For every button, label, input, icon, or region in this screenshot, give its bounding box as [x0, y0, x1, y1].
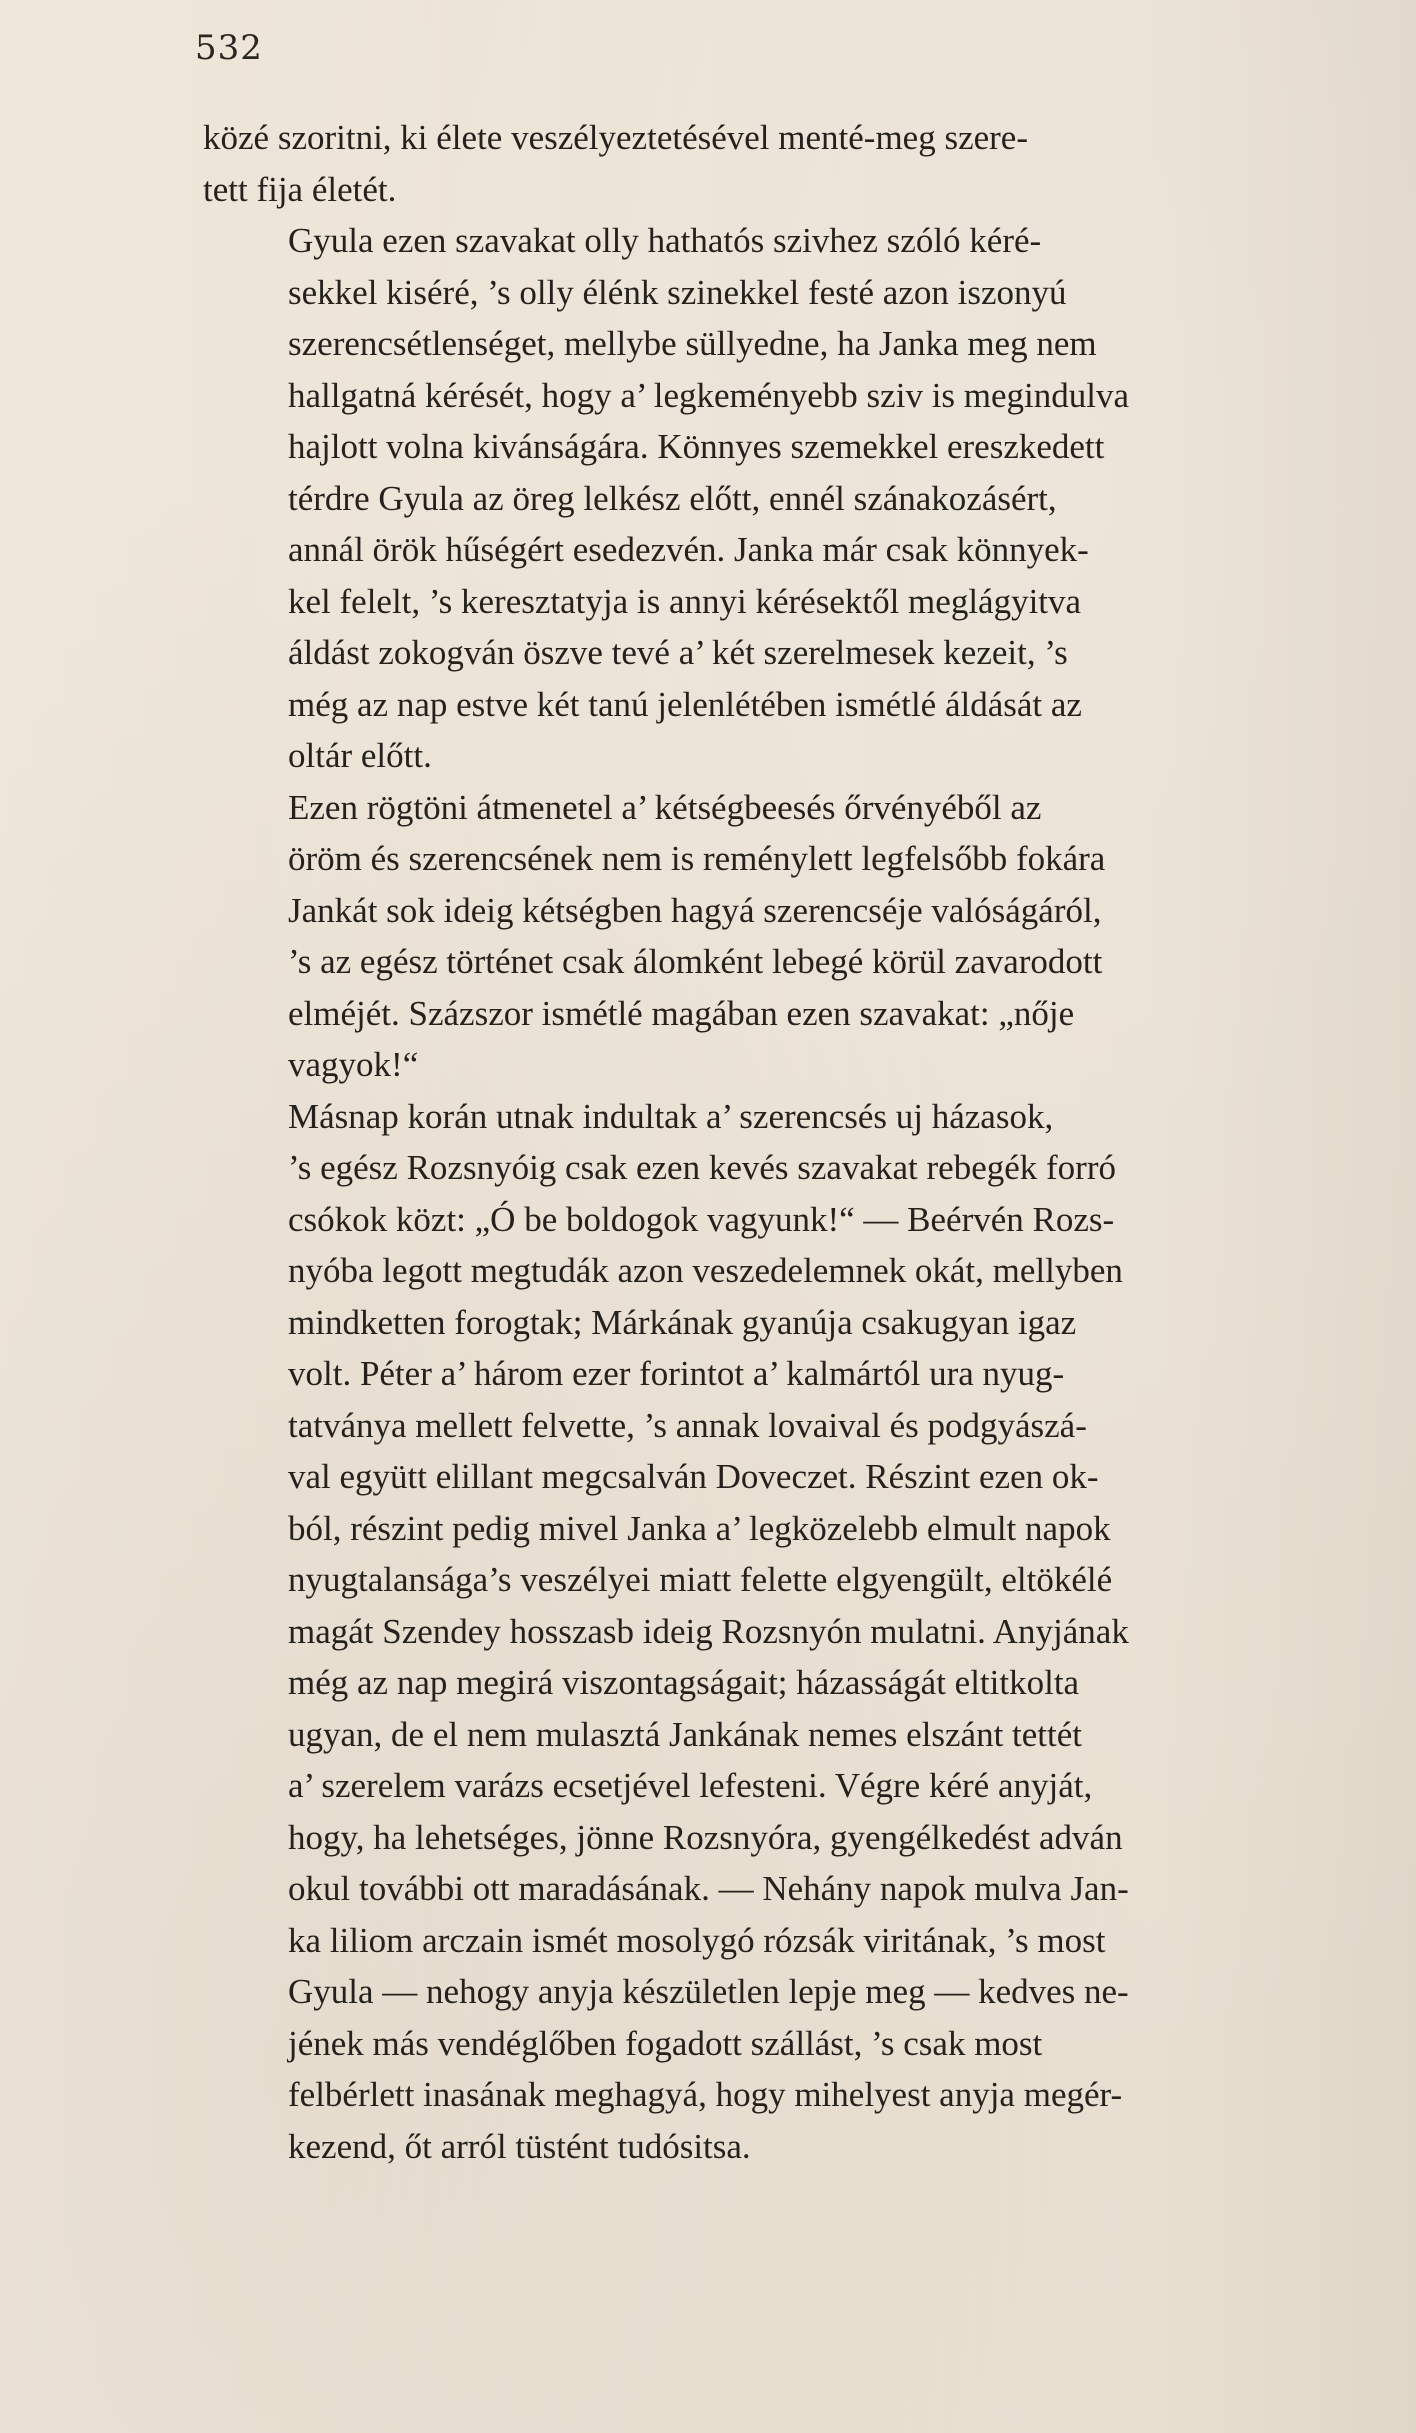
text-line: vagyok!“ — [288, 1045, 419, 1084]
text-line: szerencsétlenséget, mellybe süllyedne, ha Janka meg nem — [288, 324, 1097, 363]
text-line: öröm és szerencsének nem is reménylett legfelsőbb fokára — [288, 839, 1106, 878]
text-line: ból, részint pedig mivel Janka a’ legközelebb elmult napok — [288, 1508, 1111, 1548]
text-line: kel felelt, ’s keresztatyja is annyi kérésektől meglágyitva — [288, 581, 1082, 621]
text-line: még az nap megirá viszontagságait; házasságát eltitkolta — [288, 1663, 1080, 1702]
page-number: 532 — [195, 28, 263, 68]
text-line: okul további ott maradásának. — Nehány napok mulva Jan- — [288, 1869, 1129, 1908]
text-line: térdre Gyula az öreg lelkész előtt, ennél szánakozásért, — [288, 478, 1057, 518]
text-line: nyóba legott megtudák azon veszedelemnek okát, mellyben — [288, 1251, 1123, 1290]
text-line: ka liliom arczain ismét mosolygó rózsák viritának, ’s most — [288, 1920, 1106, 1960]
text-line: csókok közt: „Ó be boldogok vagyunk!“ — Beérvén Rozs- — [288, 1199, 1115, 1239]
text-line: hajlott volna kivánságára. Könnyes szemekkel ereszkedett — [288, 427, 1105, 466]
text-line: Másnap korán utnak indultak a’ szerencsés uj házasok, — [288, 1096, 1054, 1136]
text-line: ’s az egész történet csak álomként lebegé körül zavarodott — [288, 942, 1103, 981]
text-line: még az nap estve két tanú jelenlétében ismétlé áldását az — [288, 684, 1082, 724]
text-line: Jankát sok ideig kétségben hagyá szerencséje valóságáról, — [288, 890, 1102, 930]
text-line: Ezen rögtöni átmenetel a’ kétségbeesés őrvényéből az — [288, 787, 1042, 827]
text-line: tett fija életét. — [203, 169, 397, 209]
text-line: hallgatná kérését, hogy a’ legkeményebb sziv is megindulva — [288, 375, 1130, 415]
text-line: jének más vendéglőben fogadott szállást, ’s csak most — [288, 2023, 1043, 2063]
text-line: oltár előtt. — [288, 736, 432, 775]
text-line: Gyula ezen szavakat olly hathatós szivhez szóló kéré- — [288, 221, 1042, 260]
text-line: val együtt elillant megcsalván Doveczet. Részint ezen ok- — [288, 1457, 1099, 1496]
text-line: kezend, őt arról tüstént tudósitsa. — [288, 2126, 751, 2166]
paragraph — [203, 112, 1343, 215]
text-line: áldást zokogván öszve tevé a’ két szerelmesek kezeit, ’s — [288, 633, 1068, 672]
text-line: ugyan, de el nem mulasztá Jankának nemes elszánt tettét — [288, 1714, 1083, 1754]
text-line: tatványa mellett felvette, ’s annak lovaival és podgyászá- — [288, 1405, 1087, 1445]
text-line: hogy, ha lehetséges, jönne Rozsnyóra, gyengélkedést adván — [288, 1817, 1123, 1857]
text-line: felbérlett inasának meghagyá, hogy mihelyest anyja megér- — [288, 2075, 1123, 2114]
text-line: nyugtalansága’s veszélyei miatt felette elgyengült, eltökélé — [288, 1560, 1113, 1599]
text-line: sekkel kiséré, ’s olly élénk szinekkel festé azon iszonyú — [288, 272, 1067, 312]
text-line: elméjét. Százszor ismétlé magában ezen szavakat: „nője — [288, 993, 1075, 1033]
text-line: Gyula — nehogy anyja készületlen lepje meg — kedves ne- — [288, 1972, 1129, 2011]
text-line: magát Szendey hosszasb ideig Rozsnyón mulatni. Anyjának — [288, 1611, 1129, 1651]
text-line: volt. Péter a’ három ezer forintot a’ kalmártól ura nyug- — [288, 1354, 1065, 1393]
paragraph — [203, 215, 1343, 782]
paragraph — [203, 782, 1343, 1091]
text-line: mindketten forogtak; Márkának gyanúja csakugyan igaz — [288, 1302, 1077, 1342]
paragraph — [203, 1091, 1343, 2173]
text-line: ’s egész Rozsnyóig csak ezen kevés szavakat rebegék forró — [288, 1148, 1116, 1187]
body-text — [203, 112, 1343, 2172]
text-line: annál örök hűségért esedezvén. Janka már csak könnyek- — [288, 530, 1089, 569]
text-line: közé szoritni, ki élete veszélyeztetésével menté-meg szere- — [203, 118, 1028, 157]
text-line: a’ szerelem varázs ecsetjével lefesteni. Végre kéré anyját, — [288, 1766, 1093, 1805]
